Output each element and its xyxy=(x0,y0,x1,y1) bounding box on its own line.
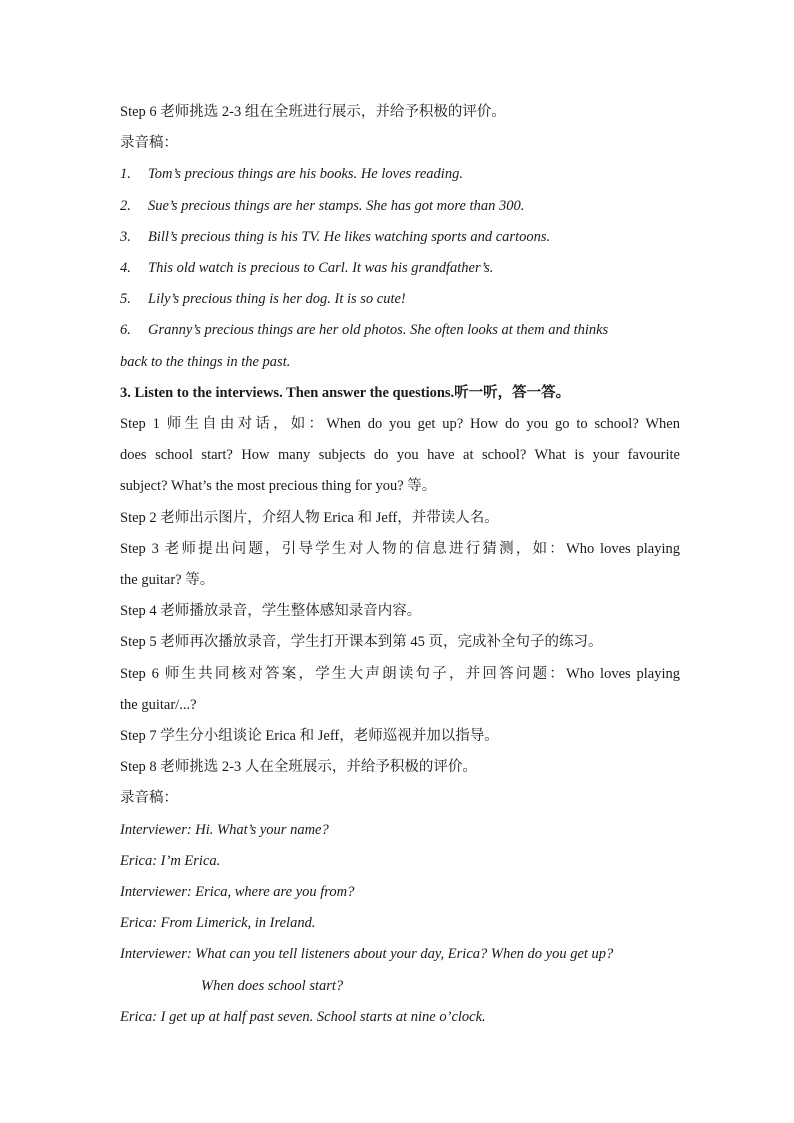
step-1-line-1: Step 1 师生自由对话，如：When do you get up? How do you go to school? When xyxy=(120,416,680,433)
dialogue-line-3: Interviewer: Erica, where are you from? xyxy=(120,884,355,901)
script-item-4 xyxy=(120,253,680,284)
step-6b-line-1: Step 6 师生共同核对答案，学生大声朗读句子，并回答问题：Who loves playing xyxy=(120,665,680,682)
item-text: Granny’s precious things are her old photos. She often looks at them and thinks xyxy=(148,322,609,339)
item-text: Tom’s precious things are his books. He loves reading. xyxy=(148,166,463,183)
script-item-2 xyxy=(120,191,680,222)
item-number: 6. xyxy=(120,322,131,339)
step-3-line-2: the guitar? 等。 xyxy=(120,572,215,589)
dialogue-line-4: Erica: From Limerick, in Ireland. xyxy=(120,915,316,932)
item-text: Sue’s precious things are her stamps. She has got more than 300. xyxy=(148,197,525,214)
step-6-line: Step 6 老师挑选 2-3 组在全班进行展示，并给予积极的评价。 xyxy=(120,104,506,120)
step-4-line: Step 4 老师播放录音，学生整体感知录音内容。 xyxy=(120,603,422,620)
step-8-line: Step 8 老师挑选 2-3 人在全班展示，并给予积极的评价。 xyxy=(120,759,477,776)
script-item-5 xyxy=(120,284,680,315)
dialogue-line-5-continued: When does school start? xyxy=(201,977,344,994)
script-item-6 xyxy=(120,315,680,346)
item-text: Lily’s precious thing is her dog. It is so cute! xyxy=(148,291,406,308)
step-1-line-2: does school start? How many subjects do you have at school? What is your favourite xyxy=(120,447,680,464)
step-1-line-3: subject? What’s the most precious thing for you? 等。 xyxy=(120,478,437,495)
step-3-line-1: Step 3 老师提出问题，引导学生对人物的信息进行猜测，如：Who loves playing xyxy=(120,540,680,557)
step-6b-line-2: the guitar/...? xyxy=(120,696,197,713)
section-3-heading: 3. Listen to the interviews. Then answer the questions.听一听，答一答。 xyxy=(120,384,571,401)
step-2-line: Step 2 老师出示图片，介绍人物 Erica 和 Jeff，并带读人名。 xyxy=(120,509,499,526)
item-text: This old watch is precious to Carl. It was his grandfather’s. xyxy=(148,260,494,277)
script-item-6-continued: back to the things in the past. xyxy=(120,353,291,370)
item-number: 2. xyxy=(120,197,131,214)
dialogue-line-1: Interviewer: Hi. What’s your name? xyxy=(120,821,329,838)
item-text: Bill’s precious thing is his TV. He likes watching sports and cartoons. xyxy=(148,228,551,245)
step-5-line: Step 5 老师再次播放录音，学生打开课本到第 45 页，完成补全句子的练习。 xyxy=(120,634,603,651)
script-heading-2: 录音稿： xyxy=(120,790,178,807)
dialogue-line-6: Erica: I get up at half past seven. School starts at nine o’clock. xyxy=(120,1008,486,1025)
document-body xyxy=(120,97,680,1033)
step-7-line: Step 7 学生分小组谈论 Erica 和 Jeff，老师巡视并加以指导。 xyxy=(120,728,499,745)
item-number: 1. xyxy=(120,166,131,183)
script-item-1 xyxy=(120,159,680,190)
script-item-3 xyxy=(120,222,680,253)
item-number: 5. xyxy=(120,291,131,308)
dialogue-line-2: Erica: I’m Erica. xyxy=(120,852,221,869)
script-heading: 录音稿： xyxy=(120,135,178,152)
item-number: 3. xyxy=(120,228,131,245)
item-number: 4. xyxy=(120,260,131,277)
dialogue-line-5: Interviewer: What can you tell listeners about your day, Erica? When do you get up? xyxy=(120,946,614,963)
